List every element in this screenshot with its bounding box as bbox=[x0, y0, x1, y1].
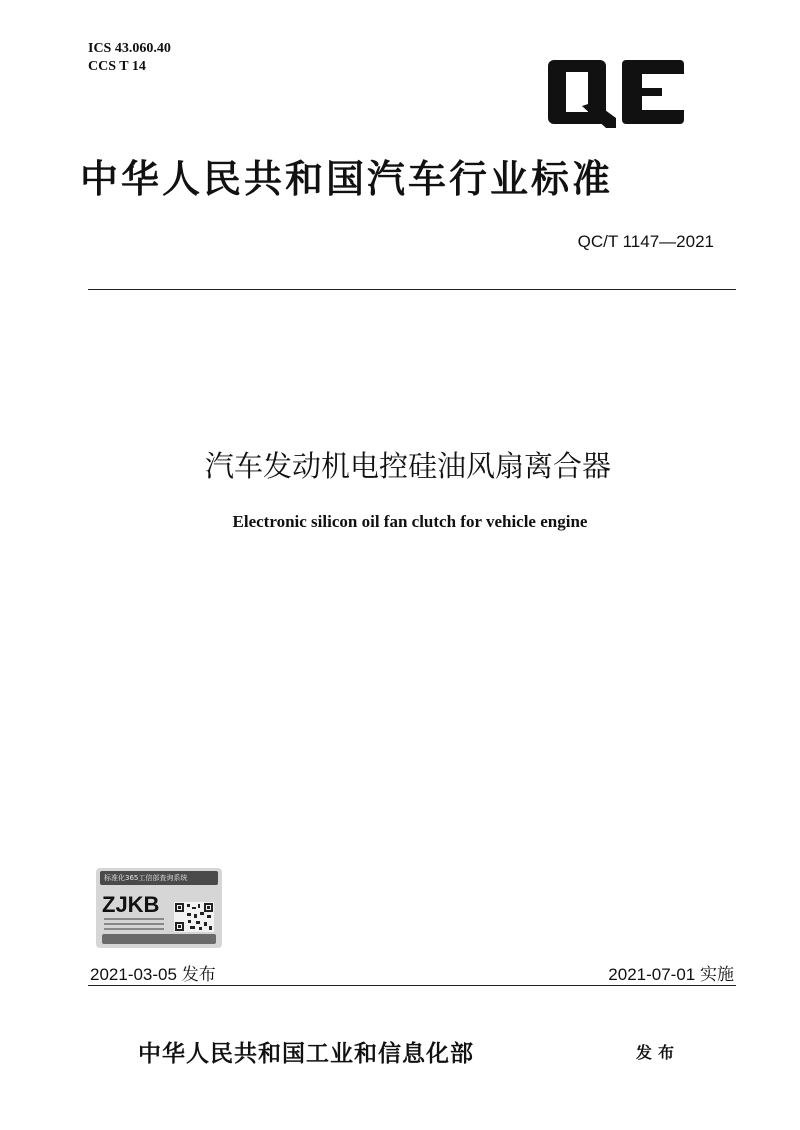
qr-code-icon bbox=[174, 902, 214, 932]
standard-number: QC/T 1147—2021 bbox=[577, 232, 714, 251]
implement-date: 2021-07-01 bbox=[608, 965, 696, 984]
issue-label: 发布 bbox=[181, 965, 216, 985]
stamp-header-text: 标准化365工信部查询系统 bbox=[104, 874, 188, 882]
stamp-logo-text: ZJKB bbox=[102, 892, 160, 917]
title-chinese: 汽车发动机电控硅油风扇离合器 bbox=[204, 449, 611, 483]
verification-stamp bbox=[96, 868, 222, 948]
issuer-action: 发布 bbox=[636, 1043, 681, 1062]
org-title: 中华人民共和国汽车行业标准 bbox=[80, 156, 614, 201]
stamp-footer bbox=[102, 934, 216, 944]
issuing-authority: 中华人民共和国工业和信息化部 bbox=[138, 1040, 474, 1067]
stamp-header bbox=[100, 871, 218, 885]
implement-label: 实施 bbox=[700, 965, 734, 985]
issue-date: 2021-03-05 bbox=[90, 965, 177, 984]
top-divider bbox=[88, 289, 736, 290]
title-english: Electronic silicon oil fan clutch for vehicle engine bbox=[232, 512, 588, 531]
classification-codes bbox=[88, 40, 171, 76]
issue-date-line bbox=[90, 960, 216, 985]
qc-logo bbox=[546, 56, 686, 128]
ics-code: ICS 43.060.40 bbox=[88, 41, 171, 56]
stamp-fine-print bbox=[104, 918, 164, 932]
ccs-code: CCS T 14 bbox=[88, 59, 146, 74]
implement-date-line bbox=[608, 960, 734, 985]
bottom-divider bbox=[88, 985, 736, 986]
